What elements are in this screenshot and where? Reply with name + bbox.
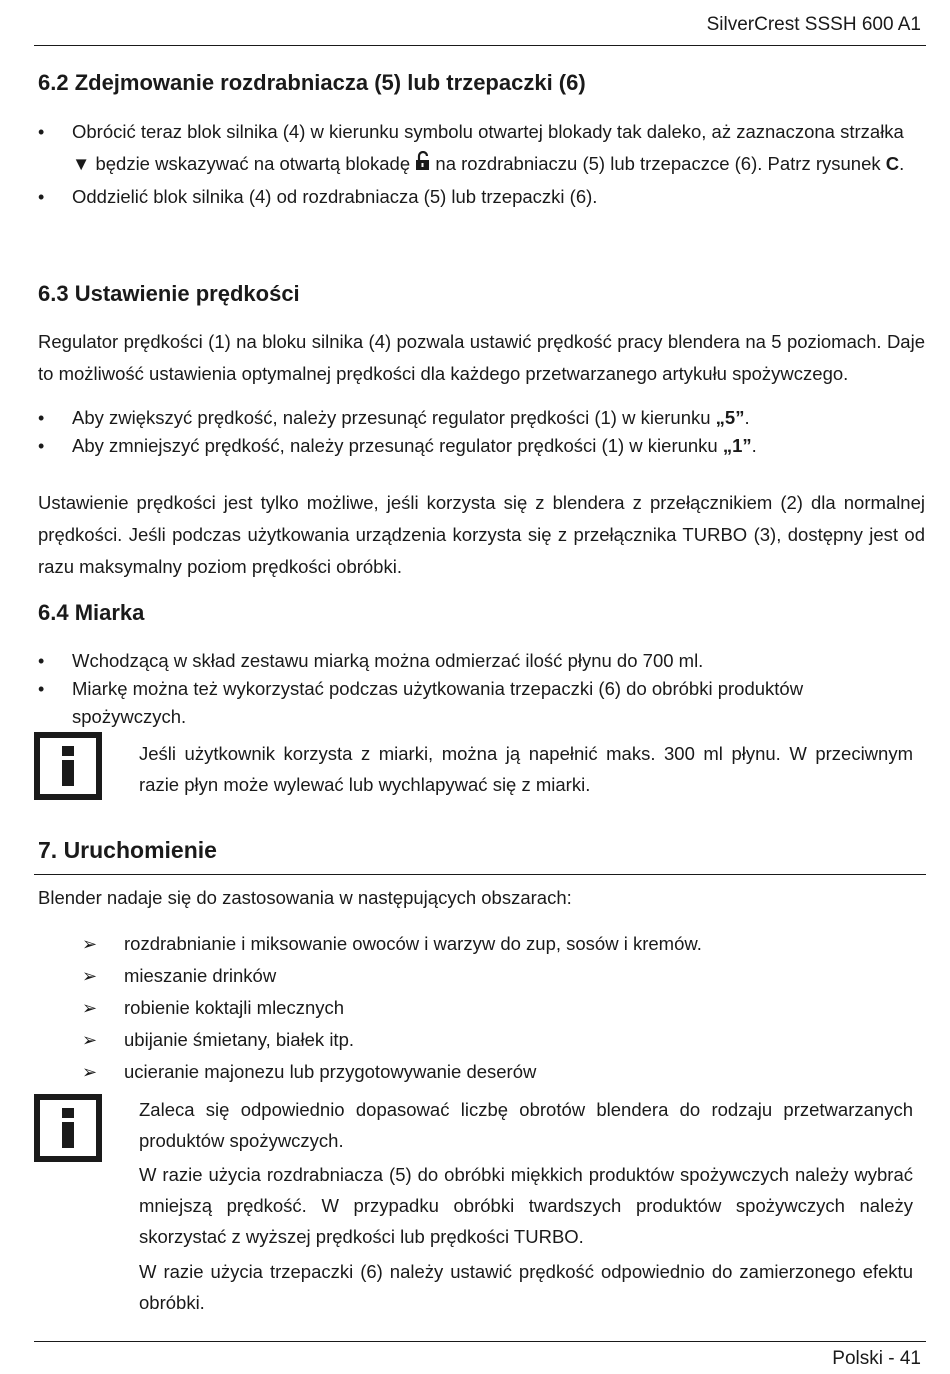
info-note: Jeśli użytkownik korzysta z miarki, można ją napełnić maks. 300 ml płynu. W przeciwnym razie płyn może wylewać lub wychlapywać się z miarki. xyxy=(139,743,913,795)
list-item xyxy=(82,992,922,1024)
list-item: • Oddzielić blok silnika (4) od rozdrabniacza (5) lub trzepaczki (6). xyxy=(38,181,918,213)
header-rule xyxy=(34,45,926,46)
list-item xyxy=(82,1056,922,1088)
speed-level-5: „5” xyxy=(715,407,745,428)
list-item-text: ucieranie majonezu lub przygotowywanie deserów xyxy=(124,1061,537,1082)
header-title: SilverCrest SSSH 600 A1 xyxy=(706,14,921,35)
list-item xyxy=(38,404,918,432)
unlock-icon xyxy=(415,149,430,181)
list-item xyxy=(38,432,918,460)
bullet-text: . xyxy=(751,435,757,456)
section-7-title: 7. Uruchomienie xyxy=(38,837,217,863)
arrow-bullet-icon: ➢ xyxy=(82,998,98,1018)
section-rule xyxy=(34,874,926,875)
info-note-2: W razie użycia rozdrabniacza (5) do obróbki miękkich produktów spożywczych należy wybrać mniejszą prędkość. W przypadku obróbki twardszych produktów spożywczych należy skorzystać z wyższej prędkości lub prędkości TURBO. xyxy=(139,1164,913,1247)
bullet-text: na rozdrabniaczu (5) lub trzepaczce (6). Patrz rysunek xyxy=(435,153,881,174)
info-note-3: W razie użycia trzepaczki (6) należy ustawić prędkość odpowiednio do zamierzonego efektu obróbki. xyxy=(139,1261,913,1313)
section-6-2-list xyxy=(38,116,918,213)
bullet-text: . xyxy=(899,153,905,174)
list-item-text: ubijanie śmietany, białek itp. xyxy=(124,1029,355,1050)
bullet-text: będzie wskazywać na otwartą blokadę xyxy=(95,153,411,174)
section-6-2-title: 6.2 Zdejmowanie rozdrabniacza (5) lub trzepaczki (6) xyxy=(38,70,586,95)
list-item-text: mieszanie drinków xyxy=(124,965,277,986)
list-item xyxy=(82,960,922,992)
info-icon xyxy=(34,732,102,800)
section-6-4-title: 6.4 Miarka xyxy=(38,600,145,625)
section-6-4-list xyxy=(38,647,918,731)
down-triangle-icon: ▼ xyxy=(72,153,91,174)
section-6-3-paragraph: Regulator prędkości (1) na bloku silnika (4) pozwala ustawić prędkość pracy blendera na 5 poziomach. Daje to możliwość ustawienia optymalnej prędkości dla każdego przetwarzanego artykułu spożywczego. xyxy=(38,331,925,384)
section-7-list xyxy=(82,928,922,1088)
speed-level-1: „1” xyxy=(722,435,752,456)
section-6-3-list xyxy=(38,404,918,460)
section-6-3-paragraph-2: Ustawienie prędkości jest tylko możliwe, jeśli korzysta się z blendera z przełącznikiem (2) dla normalnej prędkości. Jeśli podczas użytkowania urządzenia korzysta się z przełącznika TURBO (3), dostępny jest od razu maksymalny poziom prędkości obróbki. xyxy=(38,492,925,577)
bullet-text: Aby zwiększyć prędkość, należy przesunąć regulator prędkości (1) w kierunku xyxy=(72,407,716,428)
footer-page-number: Polski - 41 xyxy=(832,1348,921,1369)
list-item xyxy=(82,928,922,960)
list-item xyxy=(38,116,918,181)
list-item xyxy=(82,1024,922,1056)
list-item: • Wchodzącą w skład zestawu miarką można odmierzać ilość płynu do 700 ml. xyxy=(38,647,918,675)
info-note-1: Zaleca się odpowiednio dopasować liczbę obrotów blendera do rodzaju przetwarzanych produktów spożywczych. xyxy=(139,1099,913,1151)
section-6-3-title: 6.3 Ustawienie prędkości xyxy=(38,281,300,306)
section-7-intro: Blender nadaje się do zastosowania w następujących obszarach: xyxy=(38,887,572,908)
bullet-text: . xyxy=(744,407,750,428)
arrow-bullet-icon: ➢ xyxy=(82,934,98,954)
footer-rule xyxy=(34,1341,926,1342)
list-item: • Miarkę można też wykorzystać podczas użytkowania trzepaczki (6) do obróbki produktów spożywczych. xyxy=(38,675,918,731)
arrow-bullet-icon: ➢ xyxy=(82,1062,98,1082)
figure-reference: C xyxy=(885,153,900,174)
bullet-text: Obrócić teraz blok silnika (4) w kierunku symbolu otwartej blokady tak daleko, aż zaznaczona strzałka xyxy=(72,121,904,142)
bullet-text: Aby zmniejszyć prędkość, należy przesunąć regulator prędkości (1) w kierunku xyxy=(72,435,723,456)
arrow-bullet-icon: ➢ xyxy=(82,1030,98,1050)
info-icon xyxy=(34,1094,102,1162)
list-item-text: rozdrabnianie i miksowanie owoców i warzyw do zup, sosów i kremów. xyxy=(124,933,702,954)
arrow-bullet-icon: ➢ xyxy=(82,966,98,986)
list-item-text: robienie koktajli mlecznych xyxy=(124,997,345,1018)
